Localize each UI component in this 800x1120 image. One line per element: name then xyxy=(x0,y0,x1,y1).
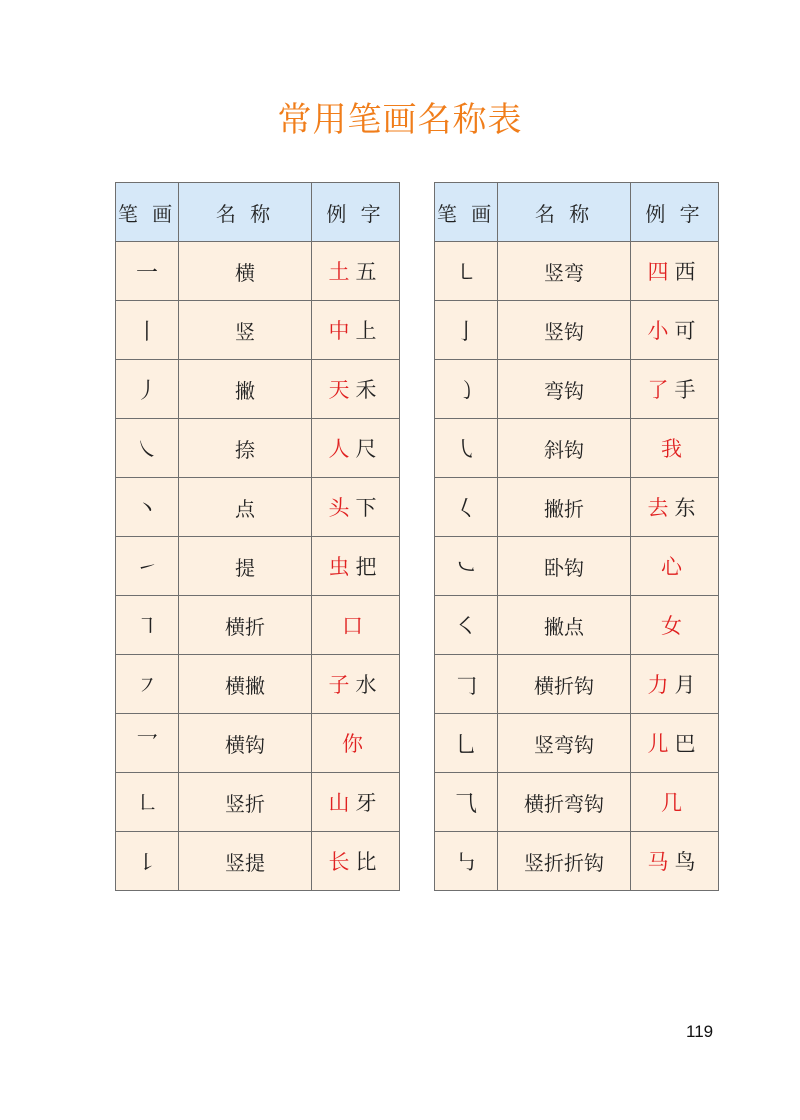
stroke-table-right xyxy=(434,182,719,891)
table-header-row xyxy=(116,183,400,242)
stroke-name: 横钩 xyxy=(179,714,312,773)
example-char: 了 xyxy=(647,378,675,402)
stroke-glyph: 乛 xyxy=(116,714,179,773)
example-chars xyxy=(312,301,400,360)
example-char: 巴 xyxy=(674,732,702,756)
stroke-glyph: ㇉ xyxy=(435,832,498,891)
example-char: 鸟 xyxy=(674,850,702,874)
stroke-glyph: ㇂ xyxy=(435,419,498,478)
table-row xyxy=(116,478,400,537)
example-chars xyxy=(312,596,400,655)
stroke-glyph: ㇁ xyxy=(435,360,498,419)
table-row xyxy=(116,773,400,832)
table-row xyxy=(116,832,400,891)
table-row xyxy=(116,655,400,714)
example-chars xyxy=(631,655,719,714)
example-chars xyxy=(631,773,719,832)
example-char: 月 xyxy=(674,673,702,697)
example-chars xyxy=(312,478,400,537)
stroke-glyph: ㇏ xyxy=(116,419,179,478)
example-chars xyxy=(312,655,400,714)
header-example: 例 字 xyxy=(631,183,719,242)
example-char: 去 xyxy=(647,496,675,520)
example-chars xyxy=(312,714,400,773)
stroke-name: 点 xyxy=(179,478,312,537)
table-row xyxy=(435,360,719,419)
table-row xyxy=(435,655,719,714)
table-row xyxy=(435,242,719,301)
example-char: 下 xyxy=(355,496,383,520)
stroke-name: 横折钩 xyxy=(498,655,631,714)
table-row xyxy=(116,419,400,478)
stroke-glyph: ㇛ xyxy=(435,596,498,655)
example-char: 心 xyxy=(661,555,688,579)
stroke-glyph: 丿 xyxy=(116,360,179,419)
stroke-name: 竖折折钩 xyxy=(498,832,631,891)
example-char: 山 xyxy=(328,791,356,815)
example-chars xyxy=(631,301,719,360)
table-row xyxy=(435,832,719,891)
table-row xyxy=(435,596,719,655)
stroke-glyph: 𠃌 xyxy=(435,655,498,714)
stroke-glyph: ㇄ xyxy=(435,242,498,301)
stroke-glyph: ㇀ xyxy=(116,537,179,596)
example-char: 小 xyxy=(647,319,675,343)
example-chars xyxy=(631,360,719,419)
example-char: 我 xyxy=(661,437,688,461)
stroke-glyph: 一 xyxy=(116,242,179,301)
example-char: 四 xyxy=(647,260,675,284)
stroke-name: 撇点 xyxy=(498,596,631,655)
table-row xyxy=(435,714,719,773)
stroke-name: 竖折 xyxy=(179,773,312,832)
example-chars xyxy=(631,714,719,773)
stroke-name: 竖弯钩 xyxy=(498,714,631,773)
stroke-name: 竖钩 xyxy=(498,301,631,360)
stroke-glyph: 𡿨 xyxy=(435,478,498,537)
example-char: 西 xyxy=(674,260,702,284)
stroke-glyph: ㇕ xyxy=(116,596,179,655)
stroke-name: 斜钩 xyxy=(498,419,631,478)
example-char: 牙 xyxy=(355,791,383,815)
stroke-name: 横折 xyxy=(179,596,312,655)
example-char: 尺 xyxy=(355,437,383,461)
stroke-glyph: 乚 xyxy=(435,714,498,773)
example-char: 力 xyxy=(647,673,675,697)
stroke-glyph: ㇃ xyxy=(435,537,498,596)
table-row xyxy=(116,242,400,301)
stroke-name: 竖弯 xyxy=(498,242,631,301)
example-char: 儿 xyxy=(647,732,675,756)
stroke-name: 横 xyxy=(179,242,312,301)
example-chars xyxy=(631,242,719,301)
stroke-glyph: ⺄ xyxy=(435,773,498,832)
example-char: 东 xyxy=(674,496,702,520)
example-char: 几 xyxy=(661,791,688,815)
page-number: 119 xyxy=(686,1022,714,1041)
stroke-glyph: ㇙ xyxy=(116,832,179,891)
header-stroke: 笔 画 xyxy=(116,183,179,242)
example-chars xyxy=(631,596,719,655)
example-char: 口 xyxy=(342,614,369,638)
example-char: 头 xyxy=(328,496,356,520)
example-char: 女 xyxy=(661,614,688,638)
header-name: 名 称 xyxy=(498,183,631,242)
stroke-name: 提 xyxy=(179,537,312,596)
example-chars xyxy=(631,537,719,596)
table-row xyxy=(435,301,719,360)
stroke-table-left xyxy=(115,182,400,891)
example-chars xyxy=(631,832,719,891)
example-chars xyxy=(312,360,400,419)
table-row xyxy=(116,596,400,655)
table-row xyxy=(116,714,400,773)
stroke-name: 捺 xyxy=(179,419,312,478)
table-row xyxy=(435,419,719,478)
example-char: 长 xyxy=(328,850,356,874)
example-char: 水 xyxy=(355,673,383,697)
example-char: 可 xyxy=(674,319,702,343)
example-chars xyxy=(312,832,400,891)
example-char: 手 xyxy=(674,378,702,402)
page-title: 常用笔画名称表 xyxy=(277,100,523,140)
example-char: 人 xyxy=(328,437,356,461)
example-char: 虫 xyxy=(328,555,356,579)
table-row xyxy=(435,773,719,832)
table-row xyxy=(116,301,400,360)
example-chars xyxy=(312,537,400,596)
example-char: 把 xyxy=(355,555,383,579)
stroke-name: 卧钩 xyxy=(498,537,631,596)
example-chars xyxy=(631,419,719,478)
example-char: 禾 xyxy=(355,378,383,402)
stroke-name: 撇 xyxy=(179,360,312,419)
stroke-glyph: ㇗ xyxy=(116,773,179,832)
stroke-name: 横折弯钩 xyxy=(498,773,631,832)
stroke-name: 弯钩 xyxy=(498,360,631,419)
example-char: 你 xyxy=(342,732,369,756)
example-char: 中 xyxy=(328,319,356,343)
example-chars xyxy=(312,773,400,832)
table-header-row xyxy=(435,183,719,242)
header-example: 例 字 xyxy=(312,183,400,242)
table-row xyxy=(435,478,719,537)
stroke-name: 竖提 xyxy=(179,832,312,891)
stroke-glyph: 丶 xyxy=(116,478,179,537)
example-chars xyxy=(312,419,400,478)
stroke-glyph: 丨 xyxy=(116,301,179,360)
example-chars xyxy=(312,242,400,301)
example-char: 上 xyxy=(355,319,383,343)
header-name: 名 称 xyxy=(179,183,312,242)
example-char: 比 xyxy=(355,850,383,874)
stroke-name: 横撇 xyxy=(179,655,312,714)
stroke-glyph: 亅 xyxy=(435,301,498,360)
header-stroke: 笔 画 xyxy=(435,183,498,242)
example-char: 土 xyxy=(328,260,356,284)
table-row xyxy=(435,537,719,596)
table-row xyxy=(116,360,400,419)
example-chars xyxy=(631,478,719,537)
table-row xyxy=(116,537,400,596)
stroke-name: 竖 xyxy=(179,301,312,360)
example-char: 天 xyxy=(328,378,356,402)
stroke-glyph: ㇇ xyxy=(116,655,179,714)
stroke-name: 撇折 xyxy=(498,478,631,537)
example-char: 五 xyxy=(355,260,383,284)
example-char: 马 xyxy=(647,850,675,874)
example-char: 子 xyxy=(328,673,356,697)
